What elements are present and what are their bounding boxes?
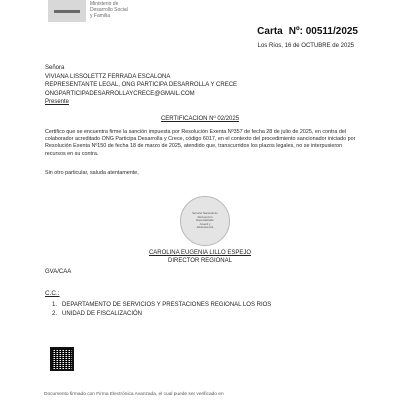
salutation: Señora	[45, 65, 65, 71]
certification-title: CERTIFICACION Nº 02/2025	[160, 116, 240, 122]
verification-note: Documento firmado con Firma Electrónica Avanzada, el cual puede ser verificado en	[44, 392, 224, 397]
presente-label: Presente	[45, 99, 70, 106]
ministry-logo	[48, 0, 86, 22]
ministry-name: Ministerio de Desarrollo Social y Familia	[90, 1, 128, 19]
letter-number	[257, 26, 358, 37]
letter-number-value: Nº: 00511/2025	[288, 26, 358, 37]
list-item: 1. DEPARTAMENTO DE SERVICIOS Y PRESTACIONES REGIONAL LOS RIOS	[52, 302, 272, 308]
list-item: 2. UNIDAD DE FISCALIZACIÓN	[52, 310, 143, 317]
reference-initials: GVA/CAA	[45, 269, 72, 275]
recipient-block	[45, 64, 237, 107]
closing-line: Sin otro particular, saluda atentamente,	[45, 170, 139, 176]
recipient-email: ONGPARTICIPADESARROLLAYCRECE@GMAIL.COM	[45, 90, 195, 97]
certification-body: Certifico que se encuentra firme la sanción impuesta por Resolución Exenta Nº357 de fecha 28 de julio de 2025, en contra del colaborador acreditado ONG Participa Desarrolla y Crece, código 6017, en el contexto del procedimiento sancionador iniciado por Resolución Exenta Nº150 de fecha 18 de marzo de 2025, atendido que, transcurridos los plazos legales, no se interpusieron recursos en su contra.	[45, 129, 356, 157]
official-seal: Servicio Nacional de Reinserción Especializada Juvenil y Adolescencia	[180, 196, 230, 246]
signer-title: DIRECTOR REGIONAL	[168, 258, 232, 264]
signer-block	[0, 249, 400, 265]
place-date: Los Ríos, 16 de OCTUBRE de 2025	[257, 43, 354, 49]
recipient-role: REPRESENTANTE LEGAL, ONG PARTICIPA DESARROLLA Y CRECE	[45, 82, 238, 89]
cc-list	[52, 302, 282, 320]
letter-label: Carta	[257, 26, 283, 37]
cc-label: C.C.:	[45, 290, 60, 297]
signer-name: CAROLINA EUGENIA LILLO ESPEJO	[148, 250, 252, 256]
qr-code-icon	[50, 347, 74, 371]
recipient-name: VIVIANA LISSOLETTZ FERRADA ESCALONA	[45, 73, 171, 80]
